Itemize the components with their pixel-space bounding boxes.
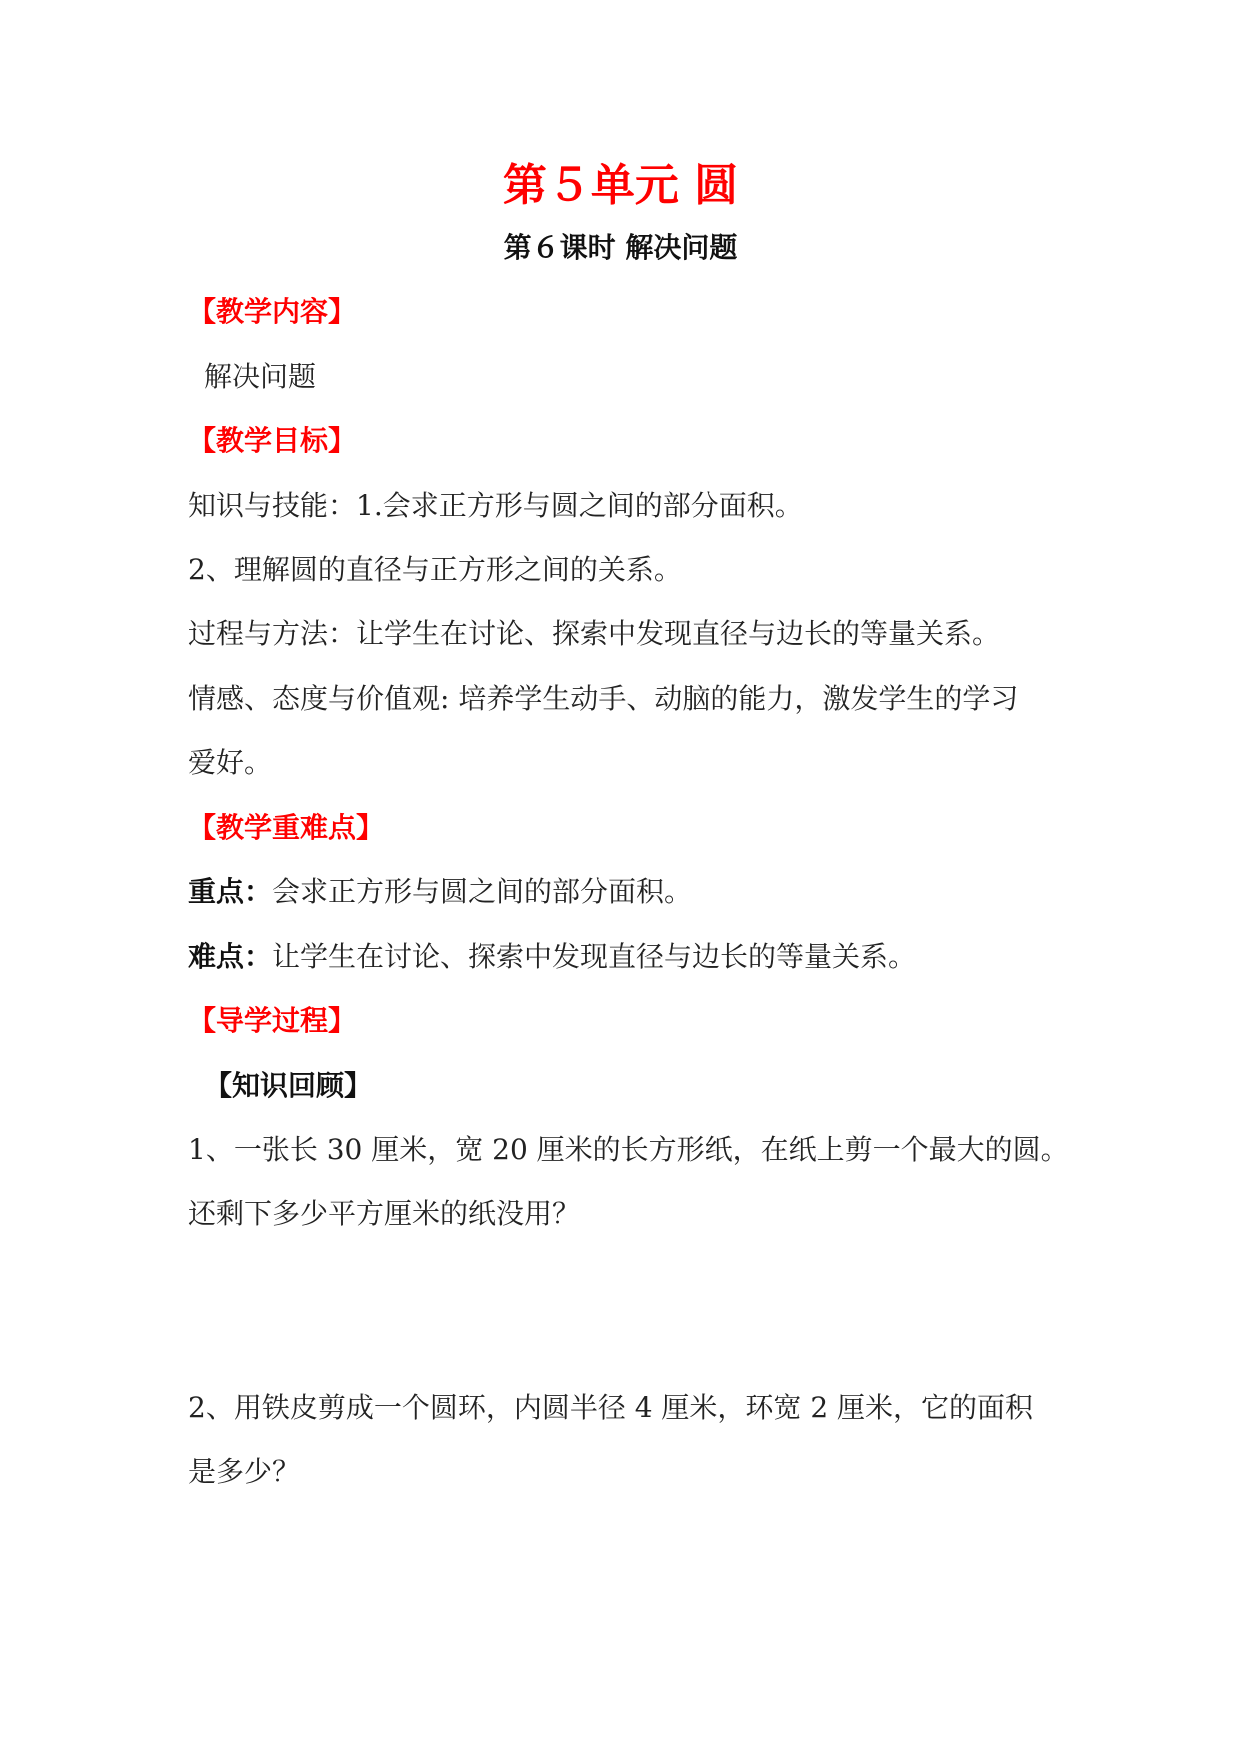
content-text: 解决问题 (204, 360, 317, 393)
objective-line-4: 情感、态度与价值观: 培养学生动手、动脑的能力，激发学生的学习 (188, 682, 1019, 715)
focus-line (188, 872, 692, 912)
document-subtitle: 第６课时 解决问题 (503, 231, 738, 264)
difficulty-line (188, 937, 916, 977)
objective-line-3: 过程与方法：让学生在讨论、探索中发现直径与边长的等量关系。 (188, 617, 1001, 650)
question-2-line-2: 是多少？ (188, 1455, 301, 1488)
question-1-line-1: 1、一张长 30 厘米，宽 20 厘米的长方形纸，在纸上剪一个最大的圆。 (188, 1133, 1069, 1166)
objective-line-5: 爱好。 (188, 746, 273, 779)
question-2-line-1: 2、用铁皮剪成一个圆环，内圆半径 4 厘米，环宽 2 厘米，它的面积 (188, 1391, 1034, 1424)
section-heading-key-points: 【教学重难点】 (188, 811, 385, 844)
difficulty-label: 难点： (188, 940, 273, 973)
section-heading-content: 【教学内容】 (188, 295, 357, 328)
section-heading-objectives: 【教学目标】 (188, 424, 357, 457)
document-title: 第５单元 圆 (502, 160, 739, 211)
focus-label: 重点： (188, 875, 273, 908)
difficulty-text: 让学生在讨论、探索中发现直径与边长的等量关系。 (272, 940, 917, 973)
review-heading: 【知识回顾】 (204, 1069, 373, 1102)
question-1-line-2: 还剩下多少平方厘米的纸没用？ (188, 1197, 581, 1230)
objective-line-1: 知识与技能：1.会求正方形与圆之间的部分面积。 (188, 489, 803, 522)
section-heading-process: 【导学过程】 (188, 1004, 357, 1037)
objective-line-2: 2、理解圆的直径与正方形之间的关系。 (188, 553, 682, 586)
focus-text: 会求正方形与圆之间的部分面积。 (272, 875, 693, 908)
